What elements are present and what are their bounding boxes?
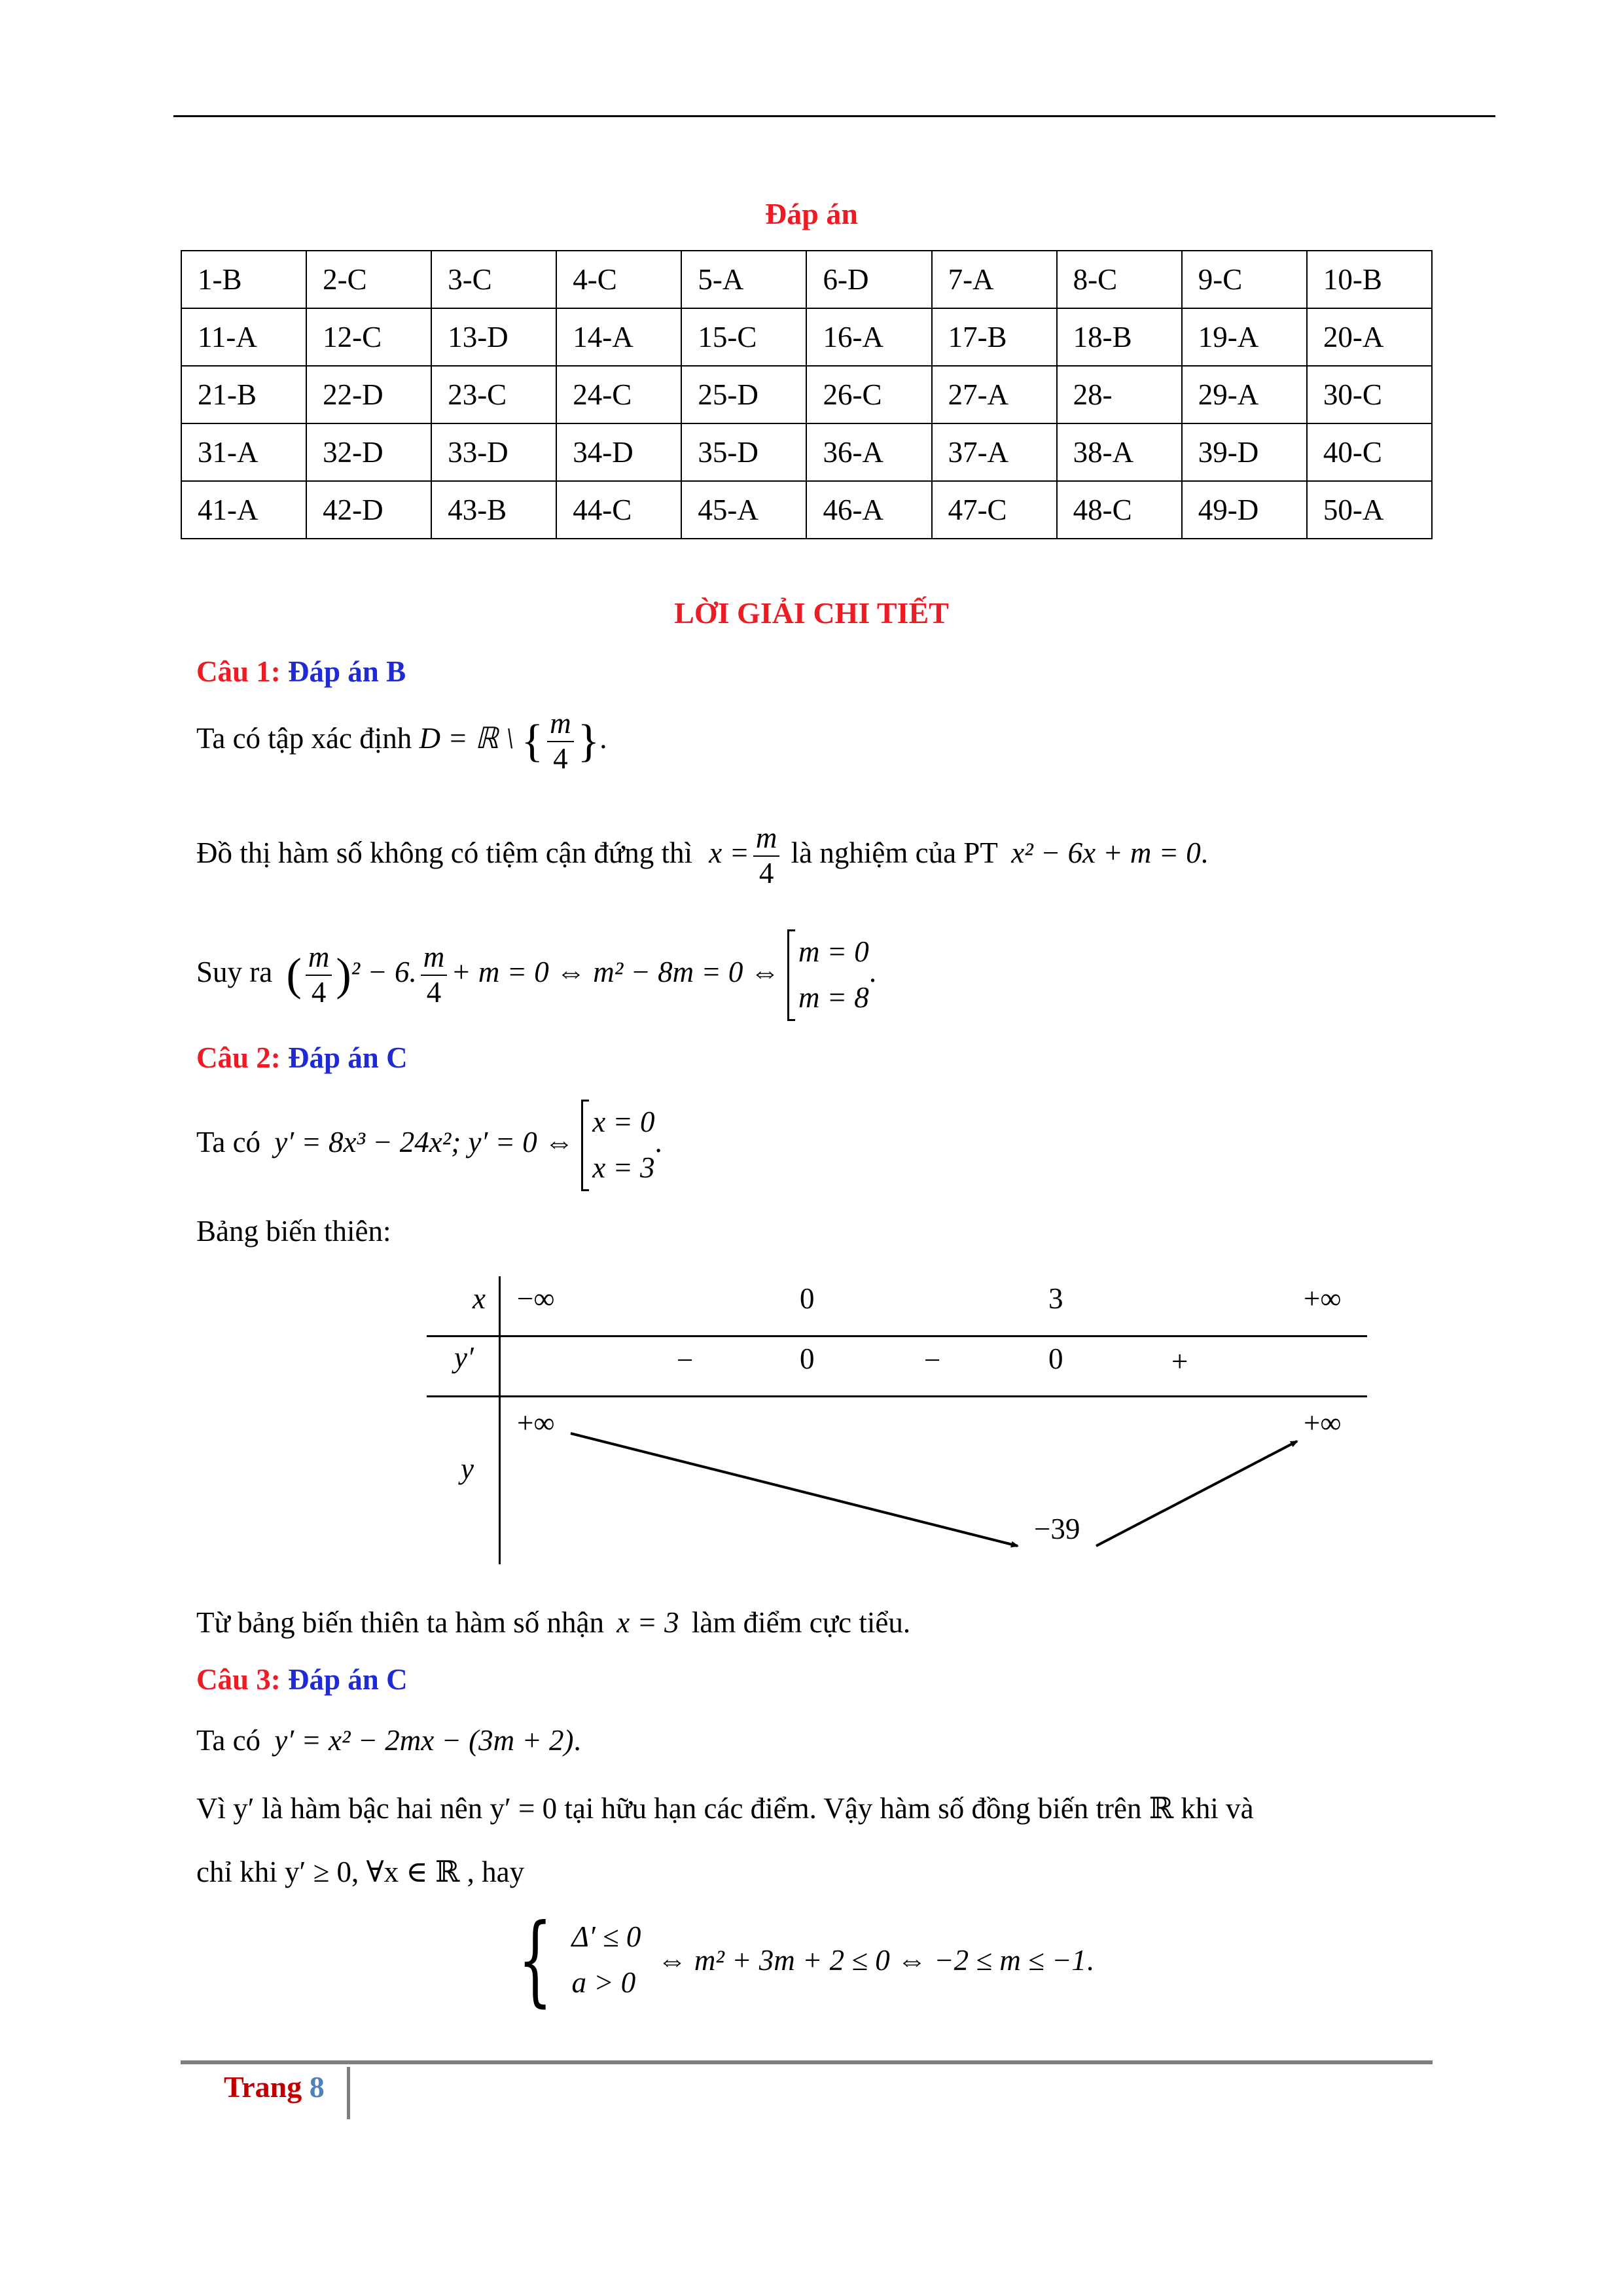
- answer-cell: 7-A: [932, 251, 1057, 308]
- q1-x-eq: x =: [709, 836, 749, 870]
- q3-answer: Đáp án C: [288, 1663, 408, 1696]
- vt-arrow-down: [571, 1433, 1018, 1546]
- vt-x-2: 3: [1048, 1282, 1063, 1315]
- q2-derivative: y′ = 8x³ − 24x²; y′ = 0 ⇔: [274, 1126, 574, 1159]
- answer-cell: 28-: [1057, 366, 1182, 423]
- q2-line1: Ta có y′ = 8x³ − 24x²; y′ = 0 ⇔ x = 0 x = 3 .: [196, 1100, 662, 1191]
- answer-cell: 21-B: [181, 366, 306, 423]
- answer-cell: 26-C: [806, 366, 931, 423]
- q1-pt-eq: x² − 6x + m = 0: [1011, 836, 1201, 870]
- answer-cell: 25-D: [681, 366, 806, 423]
- q1-line1-text: Ta có tập xác định: [196, 722, 412, 755]
- answer-cell: 19-A: [1182, 308, 1307, 366]
- answer-cell: 32-D: [306, 423, 431, 481]
- answer-cell: 27-A: [932, 366, 1057, 423]
- q1-frac-3: $\frac{m}{4}$: [306, 941, 332, 1010]
- answer-cell: 2-C: [306, 251, 431, 308]
- q3-line2: Vì y′ là hàm bậc hai nên y′ = 0 tại hữu hạn các điểm. Vậy hàm số đồng biến trên ℝ khi và: [196, 1792, 1254, 1825]
- q1-eq-part2: + m = 0 ⇔ m² − 8m = 0 ⇔: [451, 956, 780, 989]
- q1-line1: Ta có tập xác định D = ℝ \ { $\frac{m}{4}$ }.: [196, 707, 607, 775]
- answer-cell: 41-A: [181, 481, 306, 539]
- q1-line2-text-b: là nghiệm của PT: [791, 836, 997, 870]
- q3-derivative: y′ = x² − 2mx − (3m + 2): [274, 1724, 574, 1757]
- q3-sys-a: Δ′ ≤ 0: [571, 1920, 641, 1954]
- answer-cell: 30-C: [1307, 366, 1432, 423]
- answer-cell: 43-B: [431, 481, 556, 539]
- q3-sys-b: a > 0: [571, 1966, 636, 1999]
- vt-yp-3: 0: [1048, 1342, 1063, 1375]
- q2-conclusion-a: Từ bảng biến thiên ta hàm số nhận: [196, 1606, 604, 1639]
- answer-cell: 12-C: [306, 308, 431, 366]
- answer-cell: 3-C: [431, 251, 556, 308]
- answer-cell: 4-C: [556, 251, 681, 308]
- page-footer: [224, 2070, 325, 2104]
- answer-cell: 17-B: [932, 308, 1057, 366]
- answer-cell: 9-C: [1182, 251, 1307, 308]
- answer-cell: 46-A: [806, 481, 931, 539]
- vt-x-1: 0: [800, 1282, 815, 1315]
- q3-line1: Ta có y′ = x² − 2mx − (3m + 2).: [196, 1724, 581, 1757]
- q1-eq-part: ² − 6.: [351, 956, 417, 989]
- answer-cell: 34-D: [556, 423, 681, 481]
- answer-cell: 14-A: [556, 308, 681, 366]
- footer-label: Trang: [224, 2070, 302, 2104]
- solutions-title: LỜI GIẢI CHI TIẾT: [674, 596, 949, 630]
- q3-line3: chỉ khi y′ ≥ 0, ∀x ∈ ℝ , hay: [196, 1856, 525, 1888]
- q3-line1-text: Ta có: [196, 1724, 261, 1757]
- vt-x-0: −∞: [517, 1282, 555, 1315]
- answer-cell: 42-D: [306, 481, 431, 539]
- q2-answer: Đáp án C: [288, 1041, 408, 1074]
- answer-cell: 22-D: [306, 366, 431, 423]
- q1-line2: Đồ thị hàm số không có tiệm cận đứng thì x = $\frac{m}{4}$ là nghiệm của PT x² − 6x + m = 0.: [196, 821, 1209, 889]
- answer-cell: 45-A: [681, 481, 806, 539]
- q1-frac: $\frac{m}{4}$: [547, 707, 574, 776]
- vt-x-label: x: [473, 1282, 486, 1315]
- q1-line3-text: Suy ra: [196, 956, 273, 989]
- q2-conclusion: [196, 1605, 910, 1640]
- q2-conclusion-b: làm điểm cực tiểu.: [691, 1606, 911, 1639]
- answer-cell: 16-A: [806, 308, 931, 366]
- q1-domain-math: D = ℝ \: [419, 722, 514, 755]
- q2-bbt-label: Bảng biến thiên:: [196, 1215, 391, 1247]
- q3-label: Câu 3:: [196, 1663, 281, 1696]
- answer-cell: 20-A: [1307, 308, 1432, 366]
- page-number: 8: [309, 2070, 325, 2104]
- footer-rule: [181, 2060, 1433, 2064]
- vt-yp-label: y′: [454, 1341, 474, 1374]
- answer-cell: 29-A: [1182, 366, 1307, 423]
- answer-cell: 44-C: [556, 481, 681, 539]
- answer-cell: 49-D: [1182, 481, 1307, 539]
- answer-cell: 39-D: [1182, 423, 1307, 481]
- answer-cell: 10-B: [1307, 251, 1432, 308]
- q2-line1-text: Ta có: [196, 1126, 261, 1159]
- footer-divider: [347, 2067, 350, 2119]
- answer-cell: 23-C: [431, 366, 556, 423]
- answer-cell: 35-D: [681, 423, 806, 481]
- q1-answer: Đáp án B: [288, 655, 406, 688]
- answer-cell: 13-D: [431, 308, 556, 366]
- q1-frac-4: $\frac{m}{4}$: [421, 941, 448, 1010]
- vt-yp-0: −: [677, 1344, 694, 1376]
- answer-cell: 1-B: [181, 251, 306, 308]
- vt-y-1: −39: [1034, 1513, 1080, 1545]
- answer-cell: 31-A: [181, 423, 306, 481]
- answer-cell: 24-C: [556, 366, 681, 423]
- q2-cases: x = 0 x = 3: [581, 1100, 654, 1191]
- q2-conclusion-eq: x = 3: [616, 1606, 679, 1639]
- q3-sys-eq: ⇔ m² + 3m + 2 ≤ 0 ⇔ −2 ≤ m ≤ −1: [657, 1944, 1086, 1977]
- vt-y-label: y: [461, 1452, 474, 1485]
- q2-label: Câu 2:: [196, 1041, 281, 1074]
- answer-cell: 36-A: [806, 423, 931, 481]
- vt-yp-4: +: [1171, 1345, 1188, 1378]
- vt-x-3: +∞: [1304, 1282, 1342, 1315]
- vt-arrow-up: [1096, 1441, 1297, 1546]
- q1-line3: Suy ra ( $\frac{m}{4}$ )² − 6. $\frac{m}{4}$ + m = 0 ⇔ m² − 8m = 0 ⇔ m = 0 m = 8 .: [196, 929, 876, 1021]
- answer-cell: 15-C: [681, 308, 806, 366]
- vt-y-2: +∞: [1304, 1407, 1342, 1439]
- vt-yp-1: 0: [800, 1342, 815, 1375]
- q3-heading: [196, 1662, 408, 1696]
- answer-cell: 50-A: [1307, 481, 1432, 539]
- answer-cell: 5-A: [681, 251, 806, 308]
- answer-cell: 48-C: [1057, 481, 1182, 539]
- q3-system: { Δ′ ≤ 0 a > 0 ⇔ m² + 3m + 2 ≤ 0 ⇔ −2 ≤ m ≤ −1.: [518, 1903, 1094, 2017]
- answer-cell: 18-B: [1057, 308, 1182, 366]
- vt-y-0: +∞: [517, 1407, 555, 1439]
- q1-frac-2: $\frac{m}{4}$: [753, 821, 780, 891]
- q1-label: Câu 1:: [196, 655, 281, 688]
- answer-cell: 38-A: [1057, 423, 1182, 481]
- vt-yp-2: −: [924, 1344, 941, 1376]
- q1-line2-text-a: Đồ thị hàm số không có tiệm cận đứng thì: [196, 836, 693, 870]
- answer-cell: 6-D: [806, 251, 931, 308]
- answer-cell: 33-D: [431, 423, 556, 481]
- answer-cell: 47-C: [932, 481, 1057, 539]
- answer-key-title: Đáp án: [765, 197, 858, 230]
- answer-cell: 40-C: [1307, 423, 1432, 481]
- answer-cell: 8-C: [1057, 251, 1182, 308]
- q1-cases: m = 0 m = 8: [787, 929, 869, 1021]
- answer-cell: 37-A: [932, 423, 1057, 481]
- answer-cell: 11-A: [181, 308, 306, 366]
